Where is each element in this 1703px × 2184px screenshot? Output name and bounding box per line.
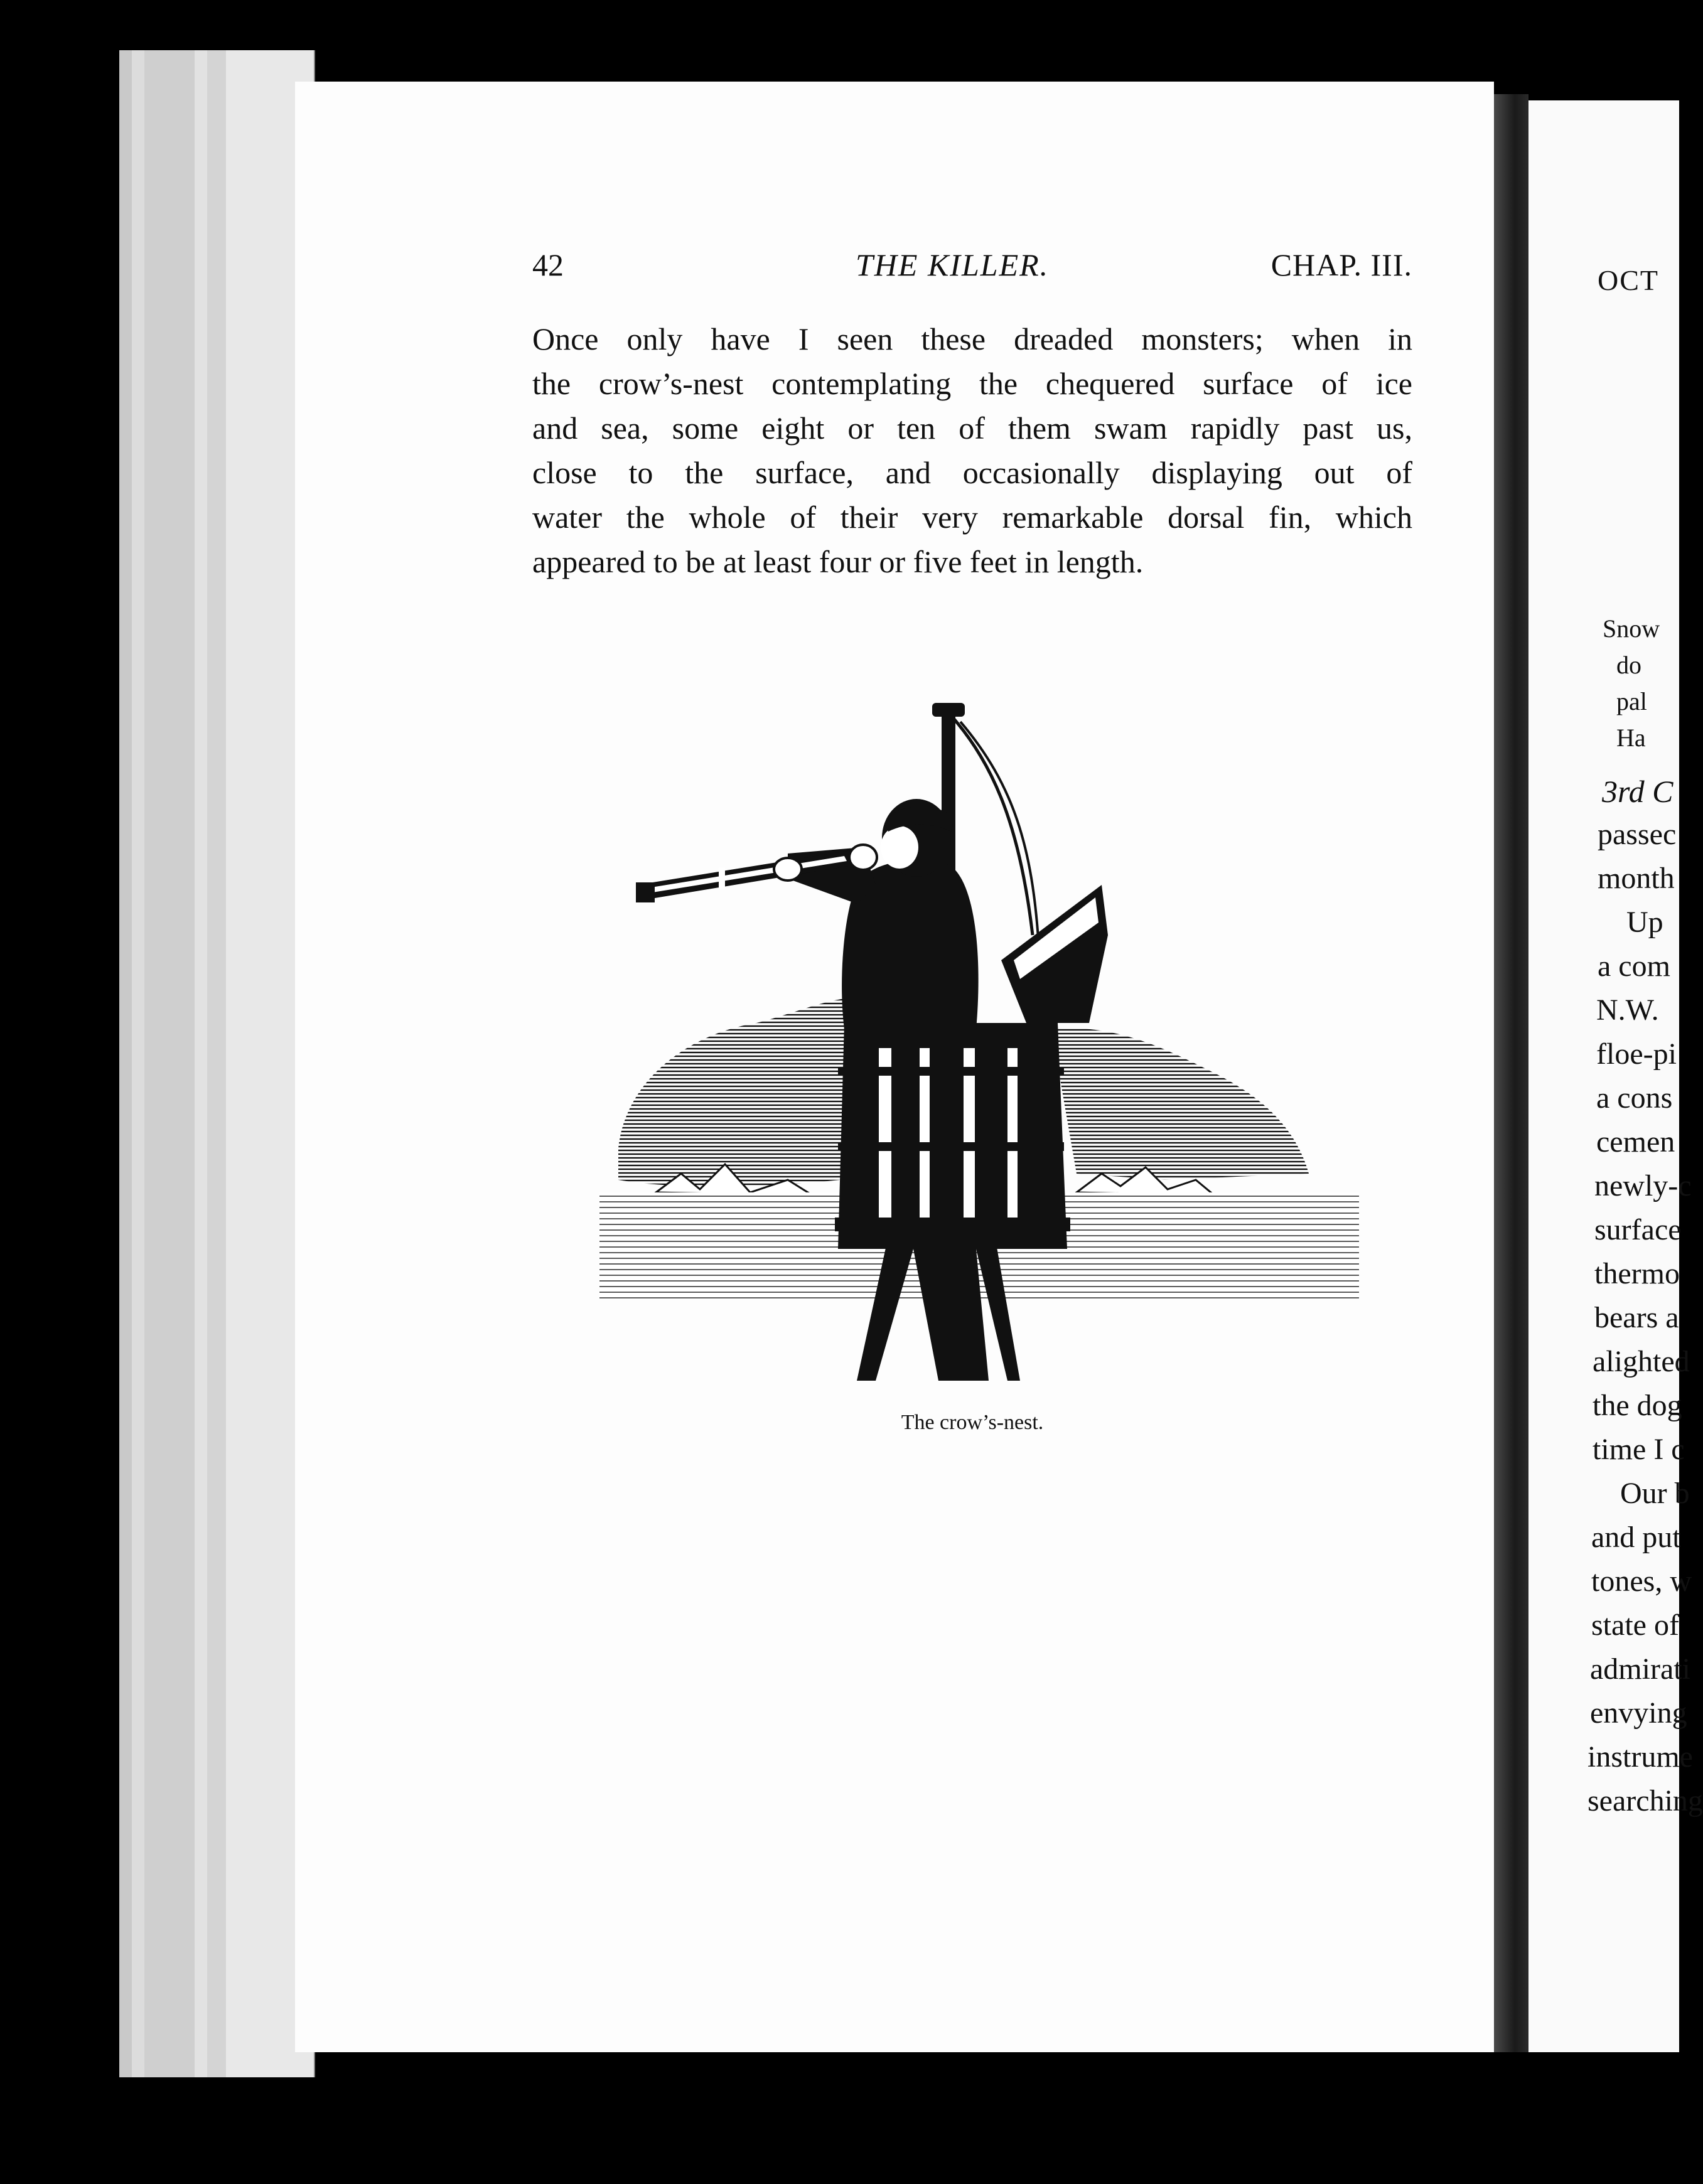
right-text-line: cemen	[1596, 1125, 1675, 1159]
right-text-line: and put	[1591, 1521, 1681, 1554]
right-text-line: bears a	[1594, 1301, 1679, 1334]
right-text-line: a cons	[1596, 1081, 1673, 1115]
right-text-line: tones, w	[1591, 1565, 1692, 1598]
right-text-line: surface	[1594, 1213, 1682, 1246]
right-text-line: state of	[1591, 1609, 1679, 1642]
right-sidenote-line: pal	[1616, 687, 1647, 715]
right-page-header: OCT	[1598, 264, 1659, 296]
body-line: water the whole of their very remarkable dorsal fin, which	[532, 500, 1412, 535]
running-header	[532, 247, 1412, 291]
right-text-line: a com	[1598, 950, 1670, 983]
body-line: close to the surface, and occasionally displaying out of	[532, 455, 1412, 490]
right-sidenote-line: Snow	[1603, 614, 1660, 643]
right-text-line: floe-pi	[1596, 1037, 1677, 1071]
right-page	[1528, 100, 1703, 2052]
right-sidenote-line: Ha	[1616, 724, 1646, 752]
running-title: THE KILLER.	[856, 247, 1050, 282]
right-text-line: alighted	[1593, 1345, 1690, 1378]
body-paragraph	[532, 317, 1412, 584]
right-text-line: 3rd C	[1602, 774, 1673, 809]
right-text-line: passec	[1598, 818, 1677, 851]
figure-caption: The crow’s-nest.	[901, 1411, 1044, 1434]
body-line: the crow’s-nest contemplating the chequered surface of ice	[532, 366, 1412, 401]
right-text-line: thermo	[1594, 1257, 1680, 1290]
right-text-line: Our b	[1620, 1477, 1690, 1510]
right-text-line: Up	[1626, 906, 1663, 939]
page-edges	[119, 50, 308, 2077]
right-text-line: admirati	[1590, 1652, 1690, 1686]
right-text-line: envying	[1590, 1696, 1687, 1730]
right-text-line: newly-c	[1594, 1169, 1692, 1202]
book-gutter	[1494, 94, 1528, 2052]
right-text-line: time I c	[1593, 1433, 1685, 1466]
right-text-line: month	[1598, 862, 1675, 895]
page-number: 42	[532, 247, 564, 282]
right-text-line: the dog	[1593, 1389, 1682, 1422]
crows-nest-illustration	[599, 697, 1359, 1387]
right-text-line: searching	[1587, 1784, 1703, 1817]
right-text-line: N.W.	[1596, 993, 1659, 1027]
engraving-image	[599, 697, 1359, 1387]
body-line: and sea, some eight or ten of them swam rapidly past us,	[532, 410, 1412, 446]
chapter-label: CHAP. III.	[1271, 247, 1412, 282]
right-sidenote-line: do	[1616, 651, 1641, 679]
body-line: Once only have I seen these dreaded monsters; when in	[532, 321, 1412, 356]
right-text-line: instrume	[1587, 1740, 1693, 1774]
body-line: appeared to be at least four or five feet in length.	[532, 544, 1144, 579]
